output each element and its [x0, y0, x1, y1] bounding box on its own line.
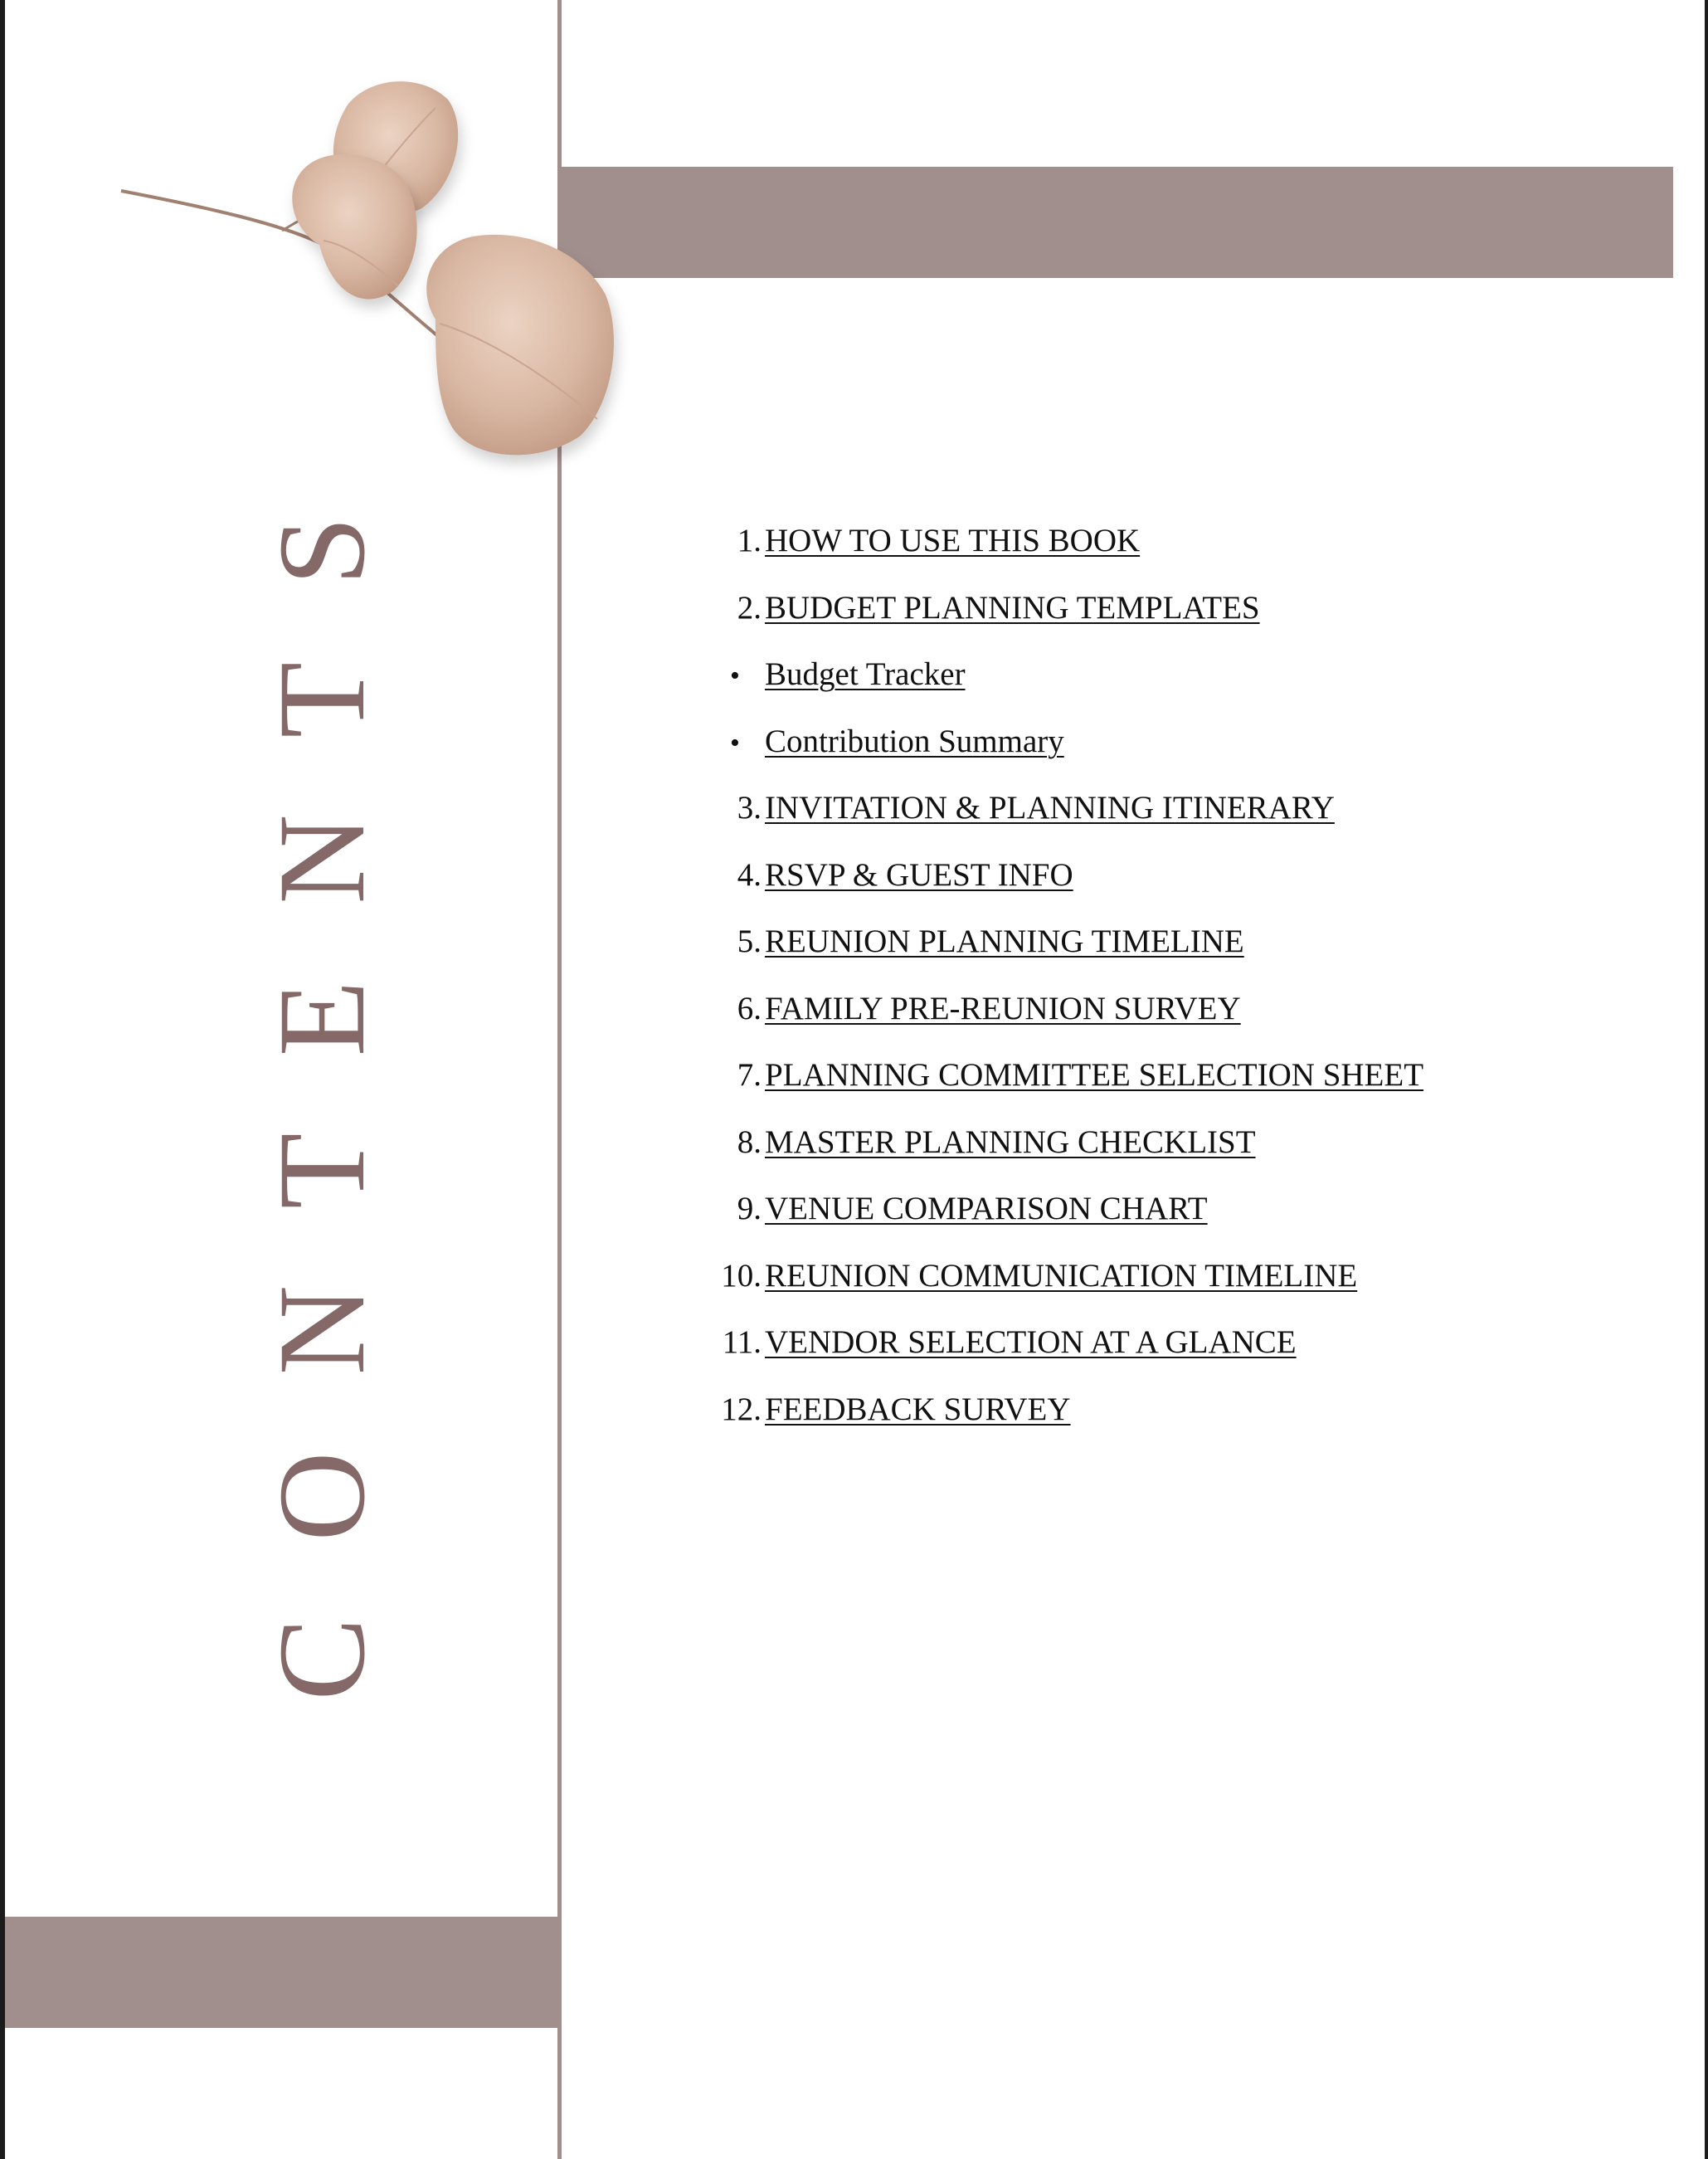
toc-item-venue-comparison [697, 1190, 1651, 1257]
toc-item-master-checklist [697, 1123, 1651, 1191]
toc-link-venue-comparison[interactable]: VENUE COMPARISON CHART [765, 1191, 1208, 1226]
contents-vertical-title: CONTENTS [253, 440, 391, 1701]
toc-item-pre-reunion-survey [697, 990, 1651, 1057]
toc-link-planning-timeline[interactable]: REUNION PLANNING TIMELINE [765, 924, 1244, 959]
toc-number: 9. [737, 1191, 762, 1226]
toc-item-feedback-survey [697, 1391, 1651, 1458]
toc-link-communication-timeline[interactable]: REUNION COMMUNICATION TIMELINE [765, 1257, 1358, 1294]
toc-number: 8. [737, 1123, 762, 1160]
toc-item-budget-planning [697, 589, 1651, 656]
bullet-icon: • [730, 660, 740, 691]
toc-link-invitation[interactable]: INVITATION & PLANNING ITINERARY [765, 790, 1335, 826]
toc-number: 5. [737, 924, 762, 959]
toc-link-budget-planning[interactable]: BUDGET PLANNING TEMPLATES [765, 589, 1260, 626]
toc-number: 1. [737, 523, 762, 558]
table-of-contents [697, 522, 1651, 1457]
left-page-edge [0, 0, 5, 2159]
toc-item-planning-timeline [697, 923, 1651, 990]
toc-item-rsvp [697, 856, 1651, 924]
toc-item-budget-tracker [697, 655, 1651, 723]
toc-link-budget-tracker[interactable]: Budget Tracker [765, 656, 966, 692]
toc-link-master-checklist[interactable]: MASTER PLANNING CHECKLIST [765, 1123, 1256, 1160]
toc-number: 12. [721, 1391, 762, 1427]
toc-item-communication-timeline [697, 1257, 1651, 1324]
toc-link-committee-selection[interactable]: PLANNING COMMITTEE SELECTION SHEET [765, 1057, 1424, 1093]
bullet-icon: • [730, 727, 740, 758]
toc-link-how-to-use[interactable]: HOW TO USE THIS BOOK [765, 523, 1141, 558]
toc-item-contribution-summary [697, 723, 1651, 790]
leaf-middle-icon [292, 154, 416, 300]
toc-number: 7. [737, 1057, 762, 1093]
toc-link-feedback-survey[interactable]: FEEDBACK SURVEY [765, 1391, 1071, 1427]
toc-link-pre-reunion-survey[interactable]: FAMILY PRE-REUNION SURVEY [765, 990, 1241, 1026]
toc-link-rsvp[interactable]: RSVP & GUEST INFO [765, 856, 1073, 893]
right-page-edge [1705, 0, 1708, 2159]
bottom-accent-band [5, 1917, 559, 2028]
eucalyptus-leaves-illustration [116, 71, 630, 502]
toc-item-how-to-use [697, 522, 1651, 589]
toc-item-vendor-selection [697, 1323, 1651, 1391]
toc-number: 10. [721, 1257, 762, 1294]
toc-item-committee-selection [697, 1056, 1651, 1123]
toc-number: 11. [722, 1324, 762, 1360]
toc-link-vendor-selection[interactable]: VENDOR SELECTION AT A GLANCE [765, 1324, 1297, 1360]
toc-item-invitation [697, 789, 1651, 856]
toc-link-contribution-summary[interactable]: Contribution Summary [765, 723, 1064, 759]
leaf-bottom-icon [426, 235, 614, 456]
toc-number: 4. [737, 856, 762, 893]
top-accent-band [559, 167, 1673, 278]
toc-number: 6. [737, 990, 762, 1026]
toc-number: 2. [737, 589, 762, 626]
toc-number: 3. [737, 790, 762, 826]
